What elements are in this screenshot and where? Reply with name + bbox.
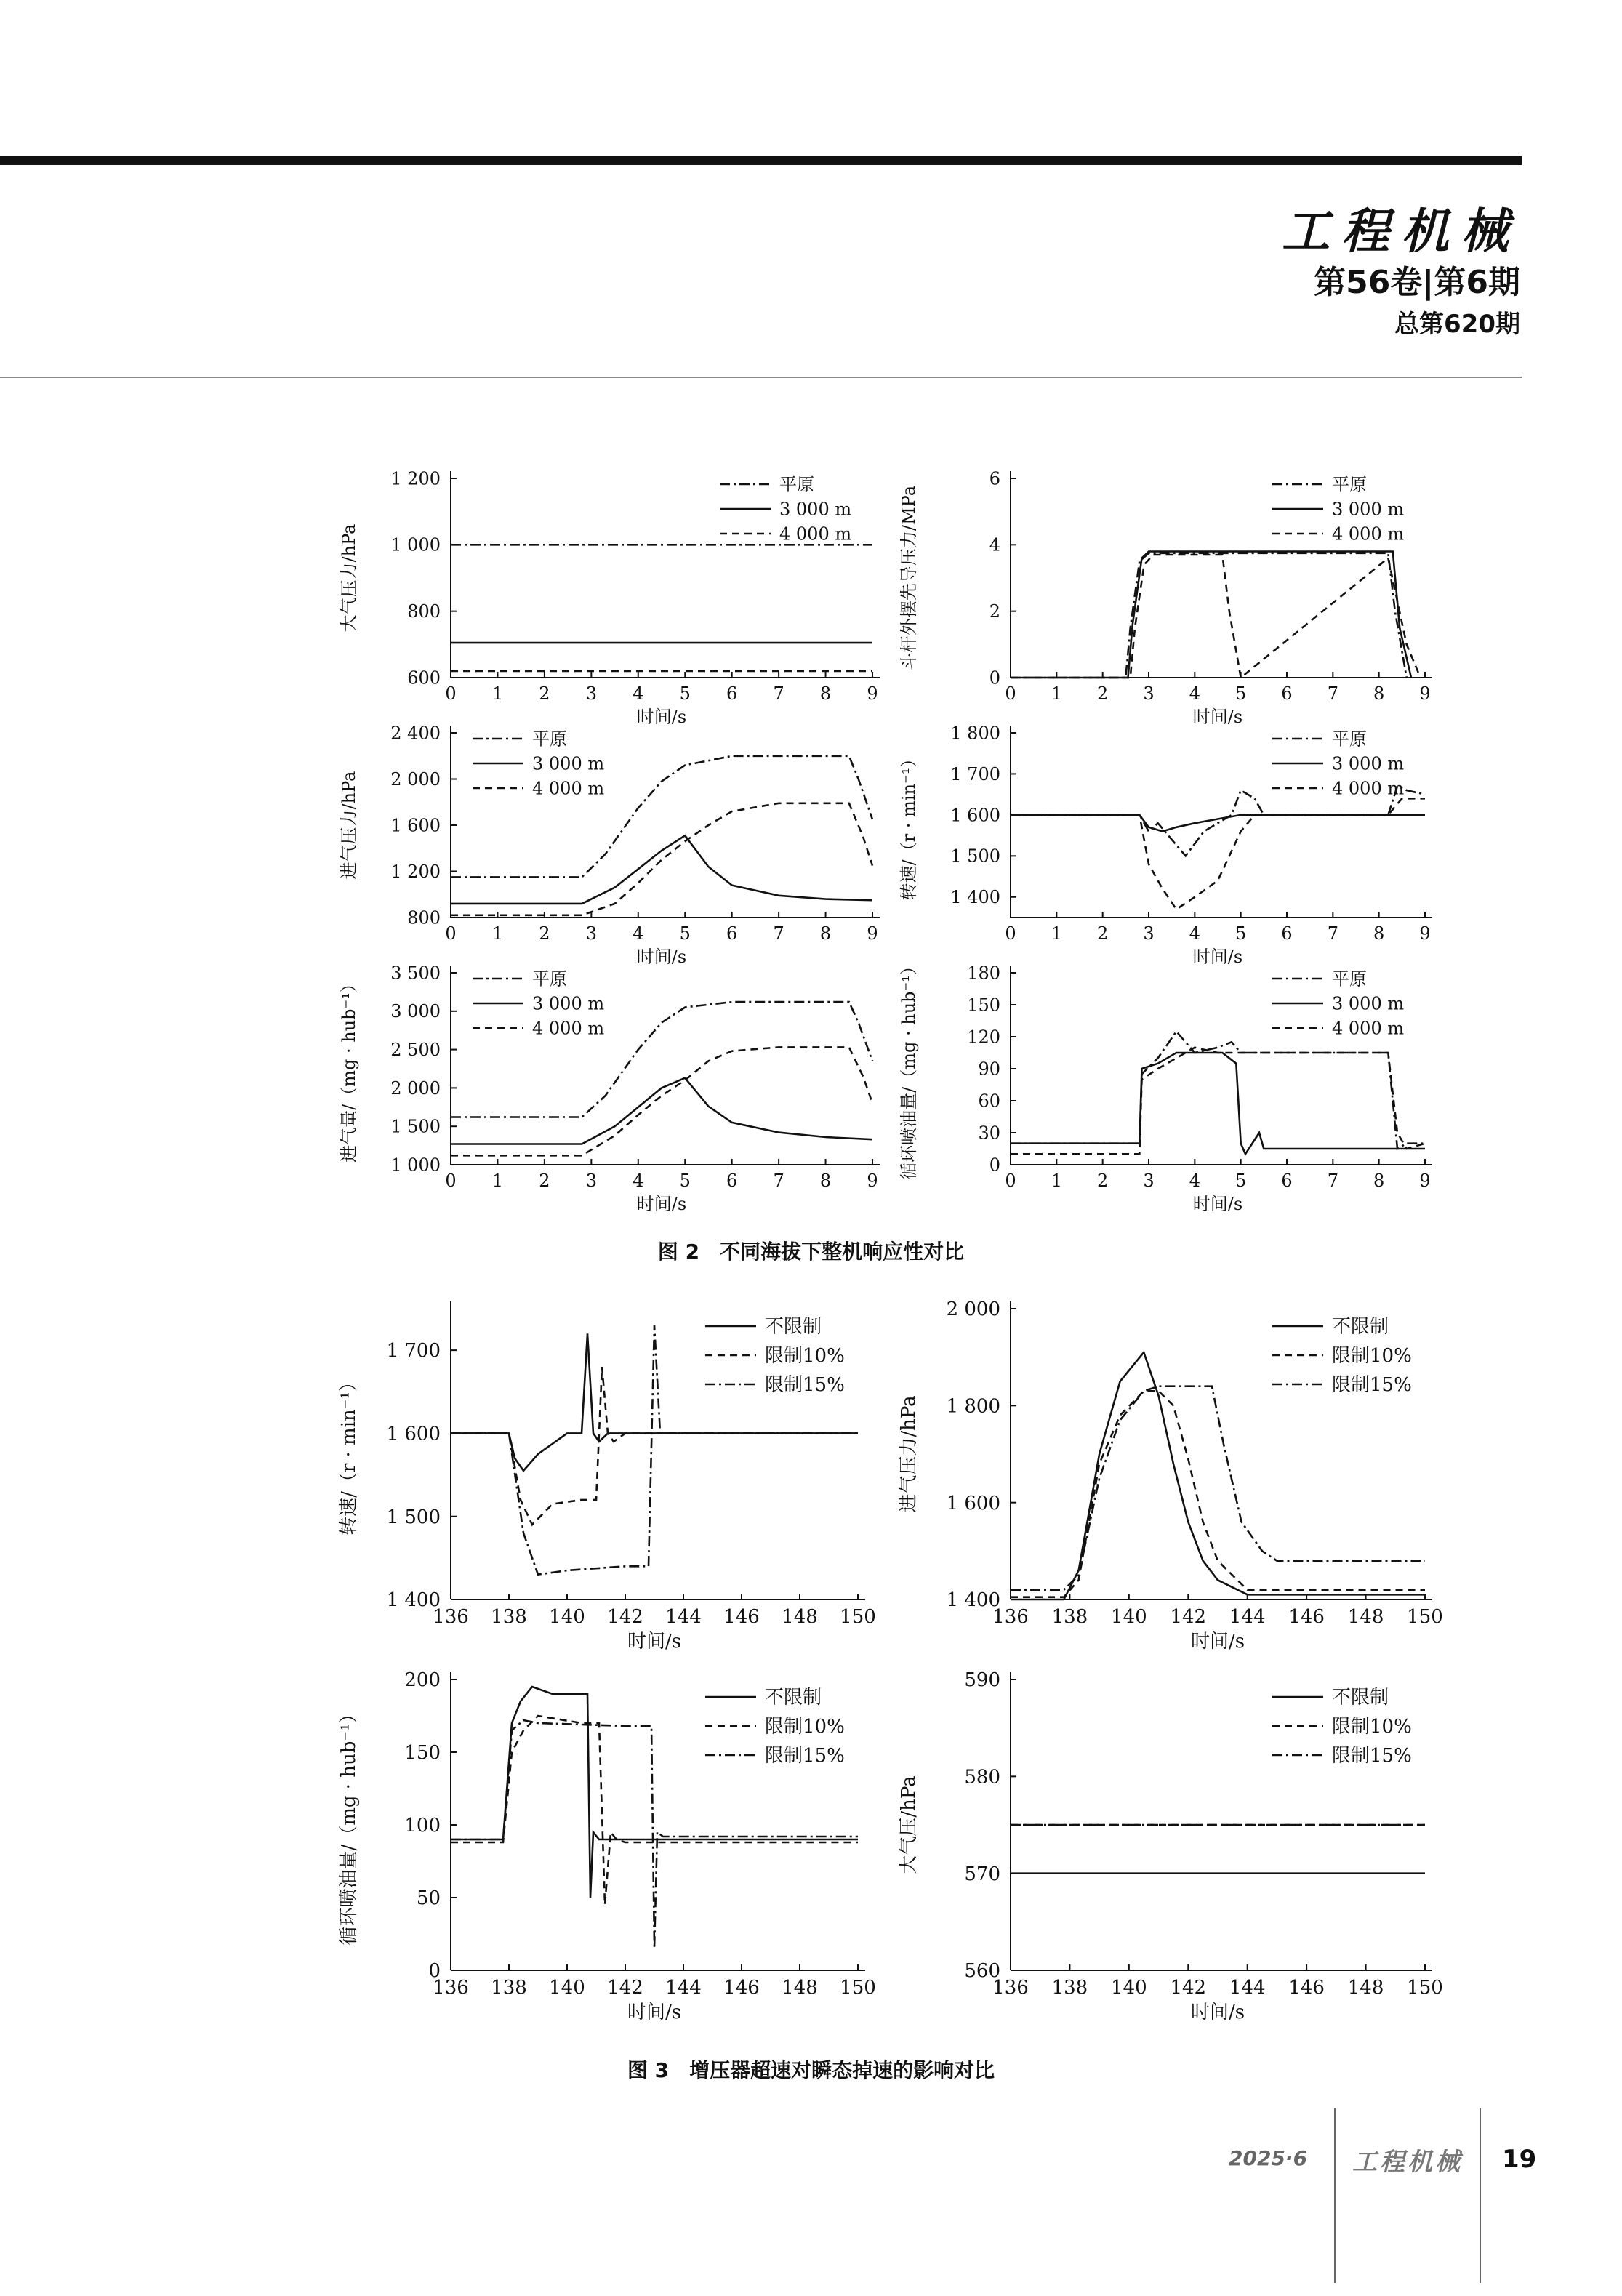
y-axis-label: 循环喷油量/（mg · hub⁻¹） <box>338 1704 360 1946</box>
x-tick-label: 6 <box>1281 683 1293 704</box>
x-tick-label: 148 <box>1347 1977 1384 1999</box>
y-tick-label: 2 000 <box>390 768 441 790</box>
x-tick-label: 6 <box>726 923 738 944</box>
x-axis-label: 时间/s <box>627 2002 682 2023</box>
x-axis-label: 时间/s <box>636 947 687 967</box>
chart-turbo-atmosphere <box>880 1665 1454 2043</box>
y-tick-label: 1 800 <box>946 1395 1000 1418</box>
x-tick-label: 2 <box>1097 923 1109 944</box>
x-tick-label: 1 <box>491 1171 504 1191</box>
legend-label: 平原 <box>1332 968 1367 990</box>
x-axis-label: 时间/s <box>627 1631 682 1653</box>
x-tick-label: 8 <box>1373 683 1385 704</box>
y-tick-label: 1 600 <box>386 1423 441 1445</box>
y-tick-label: 200 <box>404 1669 441 1692</box>
x-tick-label: 2 <box>539 923 550 944</box>
page-number: 19 <box>1502 2145 1537 2174</box>
legend-label: 限制10% <box>765 1345 845 1368</box>
x-tick-label: 5 <box>679 923 691 944</box>
x-tick-label: 138 <box>1051 1977 1088 1999</box>
x-tick-label: 146 <box>723 1977 760 1999</box>
x-tick-label: 2 <box>1097 683 1109 704</box>
series-line <box>1011 1053 1425 1154</box>
y-axis-label: 进气压力/hPa <box>898 1395 920 1513</box>
x-tick-label: 138 <box>1051 1606 1088 1628</box>
header-divider <box>0 377 1522 378</box>
y-tick-label: 2 500 <box>390 1040 441 1060</box>
y-tick-label: 580 <box>964 1766 1000 1789</box>
legend-label: 平原 <box>1332 728 1367 750</box>
x-tick-label: 3 <box>1143 1171 1155 1191</box>
x-axis-label: 时间/s <box>636 1194 687 1214</box>
x-tick-label: 144 <box>665 1606 702 1628</box>
y-tick-label: 1 500 <box>390 1116 441 1137</box>
volume-issue: 第56卷|第6期 <box>1314 264 1520 301</box>
y-axis-label: 转速/（r · min⁻¹） <box>899 750 919 901</box>
x-tick-label: 7 <box>1327 923 1338 944</box>
x-tick-label: 150 <box>1407 1977 1443 1999</box>
y-tick-label: 50 <box>416 1887 441 1910</box>
footer-divider <box>1334 2108 1336 2283</box>
y-tick-label: 2 <box>989 601 1000 622</box>
x-tick-label: 7 <box>773 923 784 944</box>
legend-label: 3 000 m <box>532 753 605 774</box>
x-tick-label: 148 <box>782 1606 818 1628</box>
legend-label: 4 000 m <box>532 778 605 799</box>
y-axis-label: 进气量/（mg · hub⁻¹） <box>339 975 359 1163</box>
x-tick-label: 0 <box>1005 1171 1016 1191</box>
y-tick-label: 1 000 <box>390 534 441 555</box>
x-tick-label: 1 <box>1051 1171 1062 1191</box>
x-tick-label: 150 <box>840 1977 876 1999</box>
legend-label: 4 000 m <box>779 523 852 545</box>
y-tick-label: 120 <box>967 1027 1000 1048</box>
x-tick-label: 9 <box>867 683 878 704</box>
chart-air-flow <box>320 960 902 1221</box>
legend-label: 不限制 <box>1332 1687 1389 1709</box>
y-tick-label: 570 <box>964 1863 1000 1885</box>
x-tick-label: 138 <box>491 1977 527 1999</box>
y-tick-label: 800 <box>407 601 441 622</box>
x-tick-label: 3 <box>585 1171 597 1191</box>
series-line <box>1011 553 1407 678</box>
x-tick-label: 3 <box>1143 683 1155 704</box>
x-tick-label: 140 <box>549 1606 585 1628</box>
legend-label: 平原 <box>779 474 814 495</box>
y-axis-label: 进气压力/hPa <box>339 771 359 880</box>
legend-label: 平原 <box>1332 474 1367 495</box>
series-line <box>451 756 872 878</box>
x-tick-label: 5 <box>1235 683 1247 704</box>
y-tick-label: 560 <box>964 1960 1000 1983</box>
y-tick-label: 1 600 <box>390 815 441 836</box>
x-tick-label: 6 <box>726 1171 738 1191</box>
x-tick-label: 140 <box>1111 1977 1147 1999</box>
y-tick-label: 1 800 <box>950 723 1000 744</box>
legend-label: 限制15% <box>1332 1374 1412 1397</box>
chart-turbo-speed <box>320 1294 887 1672</box>
x-tick-label: 144 <box>1229 1606 1266 1628</box>
x-tick-label: 3 <box>585 923 597 944</box>
x-tick-label: 142 <box>607 1977 643 1999</box>
y-tick-label: 1 500 <box>386 1506 441 1528</box>
x-tick-label: 4 <box>1189 923 1200 944</box>
legend-label: 3 000 m <box>1332 993 1405 1014</box>
x-tick-label: 8 <box>819 683 832 704</box>
x-tick-label: 0 <box>1005 923 1016 944</box>
y-tick-label: 90 <box>978 1059 1000 1080</box>
y-tick-label: 1 400 <box>946 1589 1000 1612</box>
x-tick-label: 6 <box>1281 1171 1293 1191</box>
x-axis-label: 时间/s <box>1192 947 1243 967</box>
x-tick-label: 1 <box>1051 683 1062 704</box>
footer-magazine: 工程机械 <box>1352 2148 1463 2177</box>
x-tick-label: 5 <box>679 683 691 704</box>
x-tick-label: 140 <box>1111 1606 1147 1628</box>
x-tick-label: 150 <box>840 1606 876 1628</box>
y-tick-label: 0 <box>989 1155 1000 1176</box>
y-tick-label: 100 <box>404 1815 441 1837</box>
series-line <box>451 1078 872 1144</box>
y-tick-label: 4 <box>989 534 1000 555</box>
x-tick-label: 6 <box>726 683 738 704</box>
y-axis-label: 循环喷油量/（mg · hub⁻¹） <box>899 958 919 1180</box>
series-line <box>1011 1032 1425 1149</box>
chart-fuel-injection <box>880 960 1454 1221</box>
legend-label: 限制10% <box>1332 1345 1412 1368</box>
y-tick-label: 2 000 <box>390 1077 441 1099</box>
x-tick-label: 1 <box>491 683 504 704</box>
x-tick-label: 8 <box>819 923 832 944</box>
x-tick-label: 8 <box>819 1171 832 1191</box>
x-tick-label: 9 <box>1419 1171 1431 1191</box>
y-tick-label: 1 500 <box>950 846 1000 867</box>
figure3-caption: 图 3 增压器超速对瞬态掉速的影响对比 <box>627 2058 995 2082</box>
y-tick-label: 1 200 <box>390 468 441 489</box>
x-tick-label: 142 <box>1170 1977 1207 1999</box>
y-tick-label: 6 <box>989 468 1000 489</box>
y-tick-label: 1 400 <box>386 1589 441 1612</box>
y-tick-label: 1 200 <box>390 861 441 882</box>
x-tick-label: 144 <box>1229 1977 1266 1999</box>
legend-label: 3 000 m <box>779 499 852 520</box>
x-tick-label: 136 <box>992 1977 1029 1999</box>
legend-label: 不限制 <box>765 1687 822 1709</box>
x-tick-label: 146 <box>1288 1977 1325 1999</box>
x-axis-label: 时间/s <box>1190 2002 1245 2023</box>
footer-divider <box>1480 2108 1481 2283</box>
x-tick-label: 4 <box>1189 1171 1200 1191</box>
series-line <box>451 1002 872 1117</box>
x-tick-label: 7 <box>1327 1171 1338 1191</box>
y-axis-label: 大气压力/hPa <box>339 523 359 633</box>
x-tick-label: 8 <box>1373 923 1385 944</box>
x-tick-label: 2 <box>539 1171 550 1191</box>
x-tick-label: 150 <box>1407 1606 1443 1628</box>
x-tick-label: 9 <box>867 1171 878 1191</box>
y-tick-label: 60 <box>978 1091 1000 1112</box>
x-tick-label: 148 <box>1347 1606 1384 1628</box>
legend-label: 平原 <box>532 968 567 990</box>
x-tick-label: 2 <box>539 683 550 704</box>
series-line <box>451 835 872 904</box>
legend-label: 4 000 m <box>1332 778 1405 799</box>
x-tick-label: 5 <box>679 1171 691 1191</box>
x-tick-label: 142 <box>1170 1606 1207 1628</box>
y-tick-label: 2 000 <box>946 1298 1000 1321</box>
figure2-caption: 图 2 不同海拔下整机响应性对比 <box>657 1240 965 1264</box>
chart-intake-pressure <box>320 720 902 974</box>
legend-label: 限制10% <box>765 1716 845 1738</box>
legend-label: 4 000 m <box>1332 1018 1405 1039</box>
x-tick-label: 4 <box>633 1171 644 1191</box>
x-tick-label: 144 <box>665 1977 702 1999</box>
y-tick-label: 0 <box>989 667 1000 689</box>
y-tick-label: 800 <box>407 907 441 928</box>
x-tick-label: 7 <box>773 683 784 704</box>
x-tick-label: 0 <box>445 1171 457 1191</box>
legend-label: 3 000 m <box>1332 499 1405 520</box>
y-tick-label: 1 700 <box>386 1340 441 1362</box>
chart-engine-speed <box>880 720 1454 974</box>
x-tick-label: 4 <box>633 683 644 704</box>
legend-label: 限制15% <box>765 1745 845 1767</box>
x-tick-label: 3 <box>1143 923 1155 944</box>
x-axis-label: 时间/s <box>636 707 687 727</box>
y-tick-label: 600 <box>407 667 441 689</box>
x-tick-label: 0 <box>445 923 457 944</box>
x-tick-label: 146 <box>723 1606 760 1628</box>
series-line <box>451 1047 872 1155</box>
legend-label: 3 000 m <box>532 993 605 1014</box>
footer-date: 2025·6 <box>1229 2146 1308 2170</box>
chart-atmospheric-pressure <box>320 465 902 734</box>
x-tick-label: 140 <box>549 1977 585 1999</box>
x-tick-label: 0 <box>1005 683 1016 704</box>
y-tick-label: 1 000 <box>390 1155 441 1176</box>
x-tick-label: 146 <box>1288 1606 1325 1628</box>
x-tick-label: 5 <box>1235 923 1247 944</box>
y-tick-label: 3 000 <box>390 1001 441 1022</box>
masthead <box>1282 202 1520 343</box>
x-axis-label: 时间/s <box>1190 1631 1245 1653</box>
x-tick-label: 9 <box>1419 683 1431 704</box>
x-tick-label: 8 <box>1373 1171 1385 1191</box>
y-axis-label: 斗杆外摆先导压力/MPa <box>899 485 919 671</box>
y-tick-label: 30 <box>978 1123 1000 1144</box>
legend-label: 4 000 m <box>1332 523 1405 545</box>
x-tick-label: 5 <box>1235 1171 1247 1191</box>
legend-label: 4 000 m <box>532 1018 605 1039</box>
legend-label: 不限制 <box>765 1316 822 1338</box>
y-tick-label: 590 <box>964 1669 1000 1692</box>
x-tick-label: 1 <box>1051 923 1062 944</box>
total-issue: 总第620期 <box>1394 310 1520 339</box>
x-tick-label: 0 <box>445 683 457 704</box>
series-line <box>1011 552 1411 678</box>
x-tick-label: 7 <box>773 1171 784 1191</box>
x-tick-label: 2 <box>1097 1171 1109 1191</box>
series-line <box>1011 1391 1425 1597</box>
y-tick-label: 150 <box>967 995 1000 1016</box>
legend-label: 限制10% <box>1332 1716 1412 1738</box>
x-tick-label: 7 <box>1327 683 1338 704</box>
series-line <box>1011 555 1421 678</box>
y-tick-label: 3 500 <box>390 963 441 984</box>
series-line <box>1011 1048 1425 1155</box>
legend-label: 限制15% <box>765 1374 845 1397</box>
x-axis-label: 时间/s <box>1192 1194 1243 1214</box>
y-tick-label: 1 600 <box>946 1492 1000 1514</box>
x-tick-label: 136 <box>433 1977 469 1999</box>
y-tick-label: 1 400 <box>950 887 1000 908</box>
y-axis-label: 转速/（r · min⁻¹） <box>338 1373 360 1536</box>
y-axis-label: 大气压/hPa <box>898 1775 920 1874</box>
x-tick-label: 148 <box>782 1977 818 1999</box>
x-tick-label: 136 <box>433 1606 469 1628</box>
x-tick-label: 136 <box>992 1606 1029 1628</box>
chart-turbo-intake <box>880 1294 1454 1672</box>
legend-label: 平原 <box>532 728 567 750</box>
x-tick-label: 9 <box>867 923 878 944</box>
y-tick-label: 0 <box>428 1960 441 1983</box>
legend-label: 限制15% <box>1332 1745 1412 1767</box>
legend-label: 3 000 m <box>1332 753 1405 774</box>
y-tick-label: 180 <box>967 963 1000 984</box>
x-tick-label: 142 <box>607 1606 643 1628</box>
x-tick-label: 1 <box>491 923 504 944</box>
y-tick-label: 1 600 <box>950 805 1000 826</box>
x-tick-label: 3 <box>585 683 597 704</box>
chart-pilot-pressure <box>880 465 1454 734</box>
x-tick-label: 4 <box>1189 683 1200 704</box>
x-axis-label: 时间/s <box>1192 707 1243 727</box>
y-tick-label: 1 700 <box>950 763 1000 784</box>
x-tick-label: 4 <box>633 923 644 944</box>
chart-turbo-fuel <box>320 1665 887 2043</box>
y-tick-label: 150 <box>404 1742 441 1765</box>
magazine-title: 工程机械 <box>1282 203 1520 260</box>
y-tick-label: 2 400 <box>390 723 441 744</box>
x-tick-label: 138 <box>491 1606 527 1628</box>
x-tick-label: 9 <box>1419 923 1431 944</box>
x-tick-label: 6 <box>1281 923 1293 944</box>
header-rule <box>0 156 1522 165</box>
legend-label: 不限制 <box>1332 1316 1389 1338</box>
